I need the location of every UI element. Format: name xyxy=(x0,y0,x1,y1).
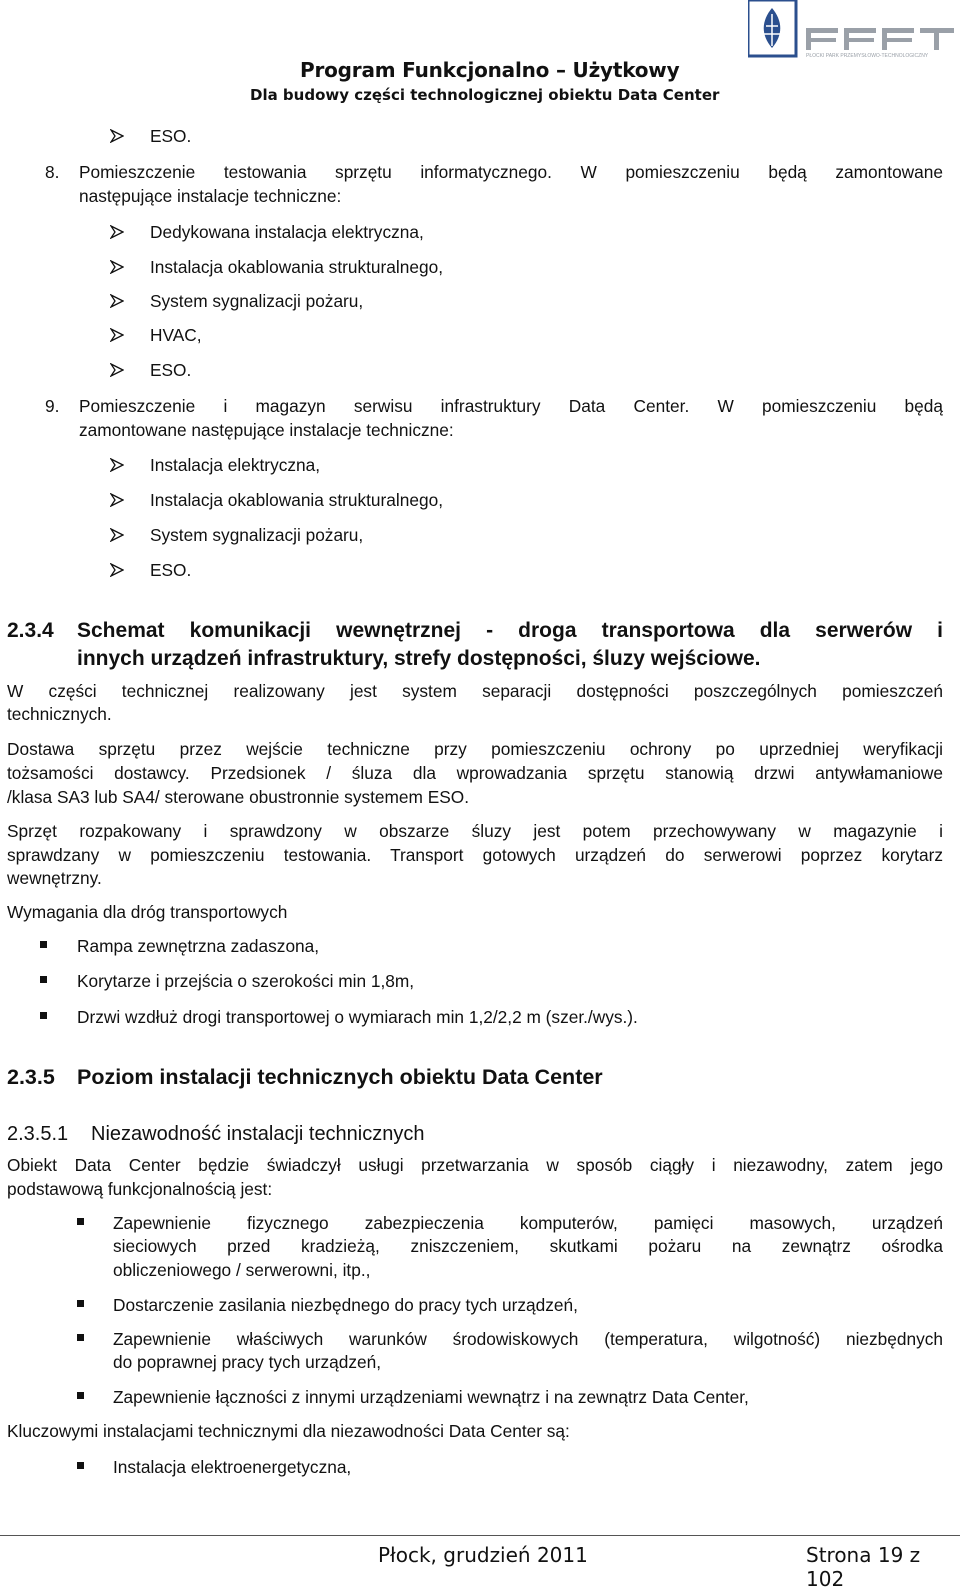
paragraph-line: podstawową funkcjonalnością jest: xyxy=(7,1179,273,1199)
list-item: HVAC, xyxy=(150,325,202,345)
arrow-bullet-icon xyxy=(110,363,124,377)
square-bullet-icon xyxy=(77,1300,84,1307)
arrow-bullet-icon xyxy=(110,260,124,274)
header-subtitle: Dla budowy części technologicznej obiektu Data Center xyxy=(250,86,720,104)
paragraph-line: wewnętrzny. xyxy=(7,868,102,888)
square-bullet-icon xyxy=(40,1012,47,1019)
list-item-line: Dostarczenie zasilania niezbędnego do pracy tych urządzeń, xyxy=(113,1295,578,1315)
list-item: Instalacja okablowania strukturalnego, xyxy=(150,490,443,510)
list-item: Instalacja elektryczna, xyxy=(150,455,321,475)
square-bullet-icon xyxy=(77,1462,84,1469)
list-item-line: sieciowych przed kradzieżą, zniszczeniem, skutkami pożaru na zewnątrz ośrodka xyxy=(113,1236,943,1256)
paragraph-line: tożsamości dostawcy. Przedsionek / śluza dla wprowadzania sprzętu stanowią drzwi antywłamaniowe xyxy=(7,763,943,783)
paragraph-line: Kluczowymi instalacjami technicznymi dla niezawodności Data Center są: xyxy=(7,1421,570,1441)
arrow-bullet-icon xyxy=(110,294,124,308)
section-number: 2.3.5 xyxy=(7,1065,55,1089)
section-number: 2.3.4 xyxy=(7,619,54,642)
paragraph-line: Sprzęt rozpakowany i sprawdzony w obszarze śluzy jest potem przechowywany w magazynie i xyxy=(7,821,943,841)
arrow-bullet-icon xyxy=(110,563,124,577)
list-item-line: Zapewnienie fizycznego zabezpieczenia komputerów, pamięci masowych, urządzeń xyxy=(113,1213,943,1233)
subsection-heading: Niezawodność instalacji technicznych xyxy=(91,1123,425,1145)
list-item: Korytarze i przejścia o szerokości min 1,8m, xyxy=(77,971,415,991)
paragraph-line: technicznych. xyxy=(7,704,112,724)
list-item: Rampa zewnętrzna zadaszona, xyxy=(77,936,320,956)
page-number: Strona 19 z 102 xyxy=(806,1543,921,1591)
arrow-bullet-icon xyxy=(110,129,124,143)
list-item: Instalacja okablowania strukturalnego, xyxy=(150,257,443,277)
paragraph-line: następujące instalacje techniczne: xyxy=(79,186,342,206)
header-title: Program Funkcjonalno – Użytkowy xyxy=(300,58,680,82)
subsection-number: 2.3.5.1 xyxy=(7,1123,69,1145)
section-heading: innych urządzeń infrastruktury, strefy dostępności, śluzy wejściowe. xyxy=(77,647,761,670)
paragraph-line: W części technicznej realizowany jest system separacji dostępności poszczególnych pomieszczeń xyxy=(7,681,943,701)
paragraph-line: Dostawa sprzętu przez wejście techniczne przy pomieszczeniu ochrony po uprzedniej weryfikacji xyxy=(7,739,943,759)
paragraph-line: sprawdzany w pomieszczeniu testowania. Transport gotowych urządzeń do serwerowi poprzez korytarz xyxy=(7,845,943,865)
pppt-logo xyxy=(748,0,958,60)
list-item: Instalacja elektroenergetyczna, xyxy=(113,1457,352,1477)
paragraph-line: Pomieszczenie testowania sprzętu informatycznego. W pomieszczeniu będą zamontowane xyxy=(79,162,943,182)
list-item: System sygnalizacji pożaru, xyxy=(150,291,364,311)
list-item: ESO. xyxy=(150,560,192,580)
arrow-bullet-icon xyxy=(110,328,124,342)
list-item: System sygnalizacji pożaru, xyxy=(150,525,364,545)
paragraph-line: Pomieszczenie i magazyn serwisu infrastruktury Data Center. W pomieszczeniu będą xyxy=(79,396,943,416)
paragraph-line: /klasa SA3 lub SA4/ sterowane obustronnie systemem ESO. xyxy=(7,787,470,807)
list-item-line: Zapewnienie łączności z innymi urządzeniami wewnątrz i na zewnątrz Data Center, xyxy=(113,1387,749,1407)
square-bullet-icon xyxy=(40,976,47,983)
arrow-bullet-icon xyxy=(110,528,124,542)
logo-subtext: PŁOCKI PARK PRZEMYSŁOWO-TECHNOLOGICZNY xyxy=(806,53,929,59)
section-heading: Schemat komunikacji wewnętrznej - droga transportowa dla serwerów i xyxy=(77,619,943,642)
list-item: ESO. xyxy=(150,360,192,380)
arrow-bullet-icon xyxy=(110,493,124,507)
item-number: 9. xyxy=(45,396,60,416)
list-item: ESO. xyxy=(150,126,192,146)
paragraph-line: zamontowane następujące instalacje techniczne: xyxy=(79,420,454,440)
square-bullet-icon xyxy=(40,941,47,948)
square-bullet-icon xyxy=(77,1218,84,1225)
section-heading: Poziom instalacji technicznych obiektu Data Center xyxy=(77,1065,603,1089)
square-bullet-icon xyxy=(77,1334,84,1341)
list-item: Drzwi wzdłuż drogi transportowej o wymiarach min 1,2/2,2 m (szer./wys.). xyxy=(77,1007,638,1027)
footer-divider xyxy=(0,1535,960,1536)
arrow-bullet-icon xyxy=(110,225,124,239)
list-item: Dedykowana instalacja elektryczna, xyxy=(150,222,424,242)
list-item-line: do poprawnej pracy tych urządzeń, xyxy=(113,1352,382,1372)
footer-date: Płock, grudzień 2011 xyxy=(378,1543,588,1567)
square-bullet-icon xyxy=(77,1392,84,1399)
paragraph-line: Wymagania dla dróg transportowych xyxy=(7,902,288,922)
item-number: 8. xyxy=(45,162,60,182)
list-item-line: Zapewnienie właściwych warunków środowiskowych (temperatura, wilgotność) niezbędnych xyxy=(113,1329,943,1349)
paragraph-line: Obiekt Data Center będzie świadczył usługi przetwarzania w sposób ciągły i niezawodny, zatem jego xyxy=(7,1155,943,1175)
list-item-line: obliczeniowego / serwerowni, itp., xyxy=(113,1260,371,1280)
arrow-bullet-icon xyxy=(110,458,124,472)
